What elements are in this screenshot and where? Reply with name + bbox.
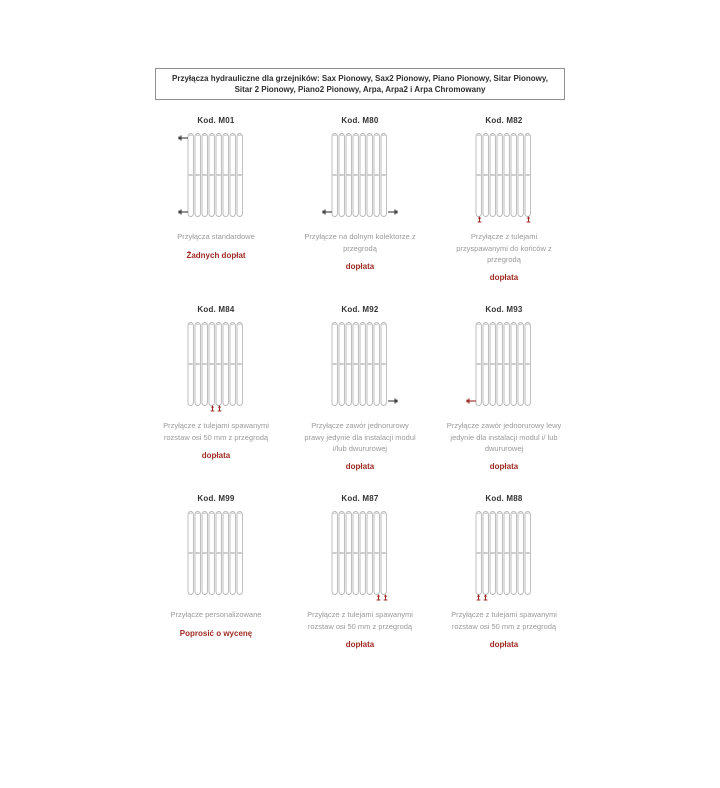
radiator-icon [178, 319, 254, 413]
variant-description: Przyłącze na dolnym kolektorze z przegrodą [304, 232, 416, 253]
radiator-icon [466, 319, 542, 413]
radiator-variant-cell [288, 305, 432, 494]
variant-description: Przyłącze personalizowane [170, 610, 262, 620]
variant-code-label: Kod. M92 [341, 305, 379, 315]
variant-price-label: dopłata [201, 450, 231, 460]
radiator-variant-cell [144, 305, 288, 494]
radiator-variant-cell [288, 116, 432, 305]
variant-description: Przyłącze z tulejami spawanymi rozstaw osi 50 mm z przegrodą [163, 421, 269, 442]
variant-description: Przyłącza standardowe [177, 232, 255, 242]
radiator-icon [178, 508, 254, 602]
radiator-icon [322, 130, 398, 224]
variant-price-label: dopłata [489, 639, 519, 649]
radiator-icon [322, 319, 398, 413]
variant-price-label: dopłata [345, 639, 375, 649]
variant-description: Przyłącze z tulejami przyspawanymi do końców z przegrodą [456, 232, 552, 264]
variant-code-label: Kod. M80 [341, 116, 379, 126]
radiator-icon [322, 508, 398, 602]
variant-code-label: Kod. M01 [197, 116, 235, 126]
variant-grid [144, 116, 576, 683]
radiator-variant-cell [144, 116, 288, 305]
variant-code-label: Kod. M93 [485, 305, 523, 315]
variant-description: Przyłącze zawór jednorurowy lewy jedynie dla instalacji modul i/ lub dwururowej [446, 421, 562, 453]
variant-description: Przyłącze z tulejami spawanymi rozstaw osi 50 mm z przegrodą [307, 610, 413, 631]
variant-price-label: dopłata [345, 261, 375, 271]
radiator-icon [466, 508, 542, 602]
variant-price-label: dopłata [345, 462, 375, 472]
variant-price-label: dopłata [489, 273, 519, 283]
variant-code-label: Kod. M82 [485, 116, 523, 126]
variant-code-label: Kod. M88 [485, 494, 523, 504]
radiator-variant-cell [288, 494, 432, 683]
variant-price-label: dopłata [489, 462, 519, 472]
radiator-variant-cell [144, 494, 288, 683]
radiator-variant-cell [432, 305, 576, 494]
variant-price-label: Poprosić o wycenę [179, 628, 253, 638]
page-title: Przyłącza hydrauliczne dla grzejników: Sax Pionowy, Sax2 Pionowy, Piano Pionowy, Sitar Pionowy, Sitar 2 Pionowy, Piano2 Pionowy, Arpa, Arpa2 i Arpa Chromowany [155, 68, 565, 100]
variant-description: Przyłącze zawór jednorurowy prawy jedynie dla instalacji modul i/lub dwururowej [304, 421, 416, 453]
radiator-icon [178, 130, 254, 224]
radiator-icon [466, 130, 542, 224]
variant-code-label: Kod. M99 [197, 494, 235, 504]
radiator-variant-cell [432, 494, 576, 683]
variant-description: Przyłącze z tulejami spawanymi rozstaw osi 50 mm z przegrodą [451, 610, 557, 631]
variant-code-label: Kod. M84 [197, 305, 235, 315]
radiator-variant-cell [432, 116, 576, 305]
variant-code-label: Kod. M87 [341, 494, 379, 504]
variant-price-label: Żadnych dopłat [186, 250, 246, 260]
